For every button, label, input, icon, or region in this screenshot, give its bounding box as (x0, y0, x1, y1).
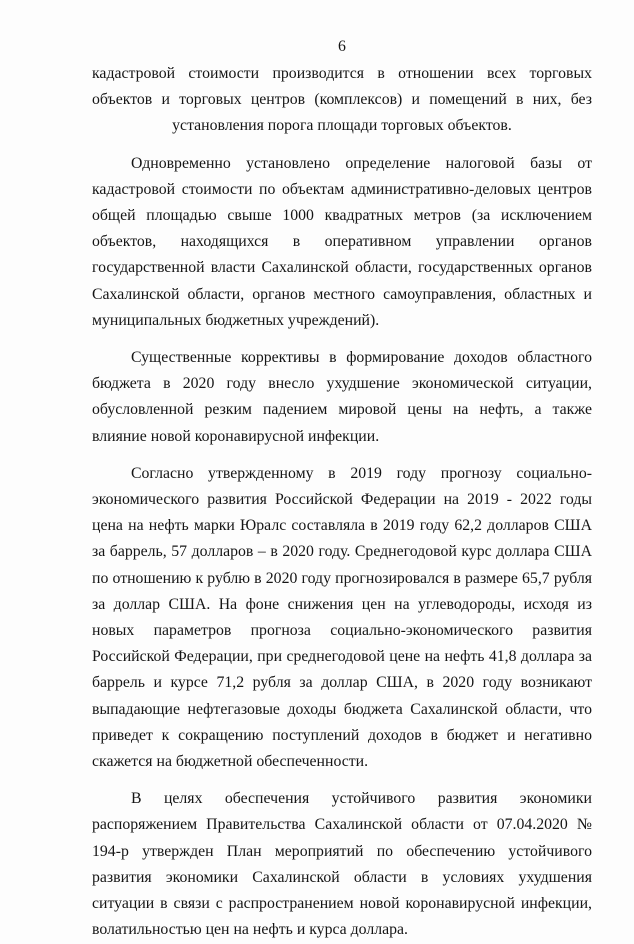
paragraph-oil-forecast: Согласно утвержденному в 2019 году прогнозу социально-экономического развития Российской Федерации на 2019 - 2022 годы цена на нефть марки Юралс составляла в 2019 году 62,2 долларов США за баррель, 57 долларов – в 2020 году. Среднегодовой курс доллара США по отношению к рублю в 2020 году прогнозировался в размере 65,7 рубля за доллар США. На фоне снижения цен на углеводороды, исходя из новых параметров прогноза социально-экономического развития Российской Федерации, при среднегодовой цене на нефть 41,8 доллара за баррель и курсе 71,2 рубля за доллар США, в 2020 году возникают выпадающие нефтегазовые доходы бюджета Сахалинской области, что приведет к сокращению поступлений доходов в бюджет и негативно скажется на бюджетной обеспеченности. (92, 464, 592, 771)
page-number: 6 (338, 38, 346, 55)
paragraph-tax-base: Одновременно установлено определение налоговой базы от кадастровой стоимости по объектам административно-деловых центров общей площадью свыше 1000 квадратных метров (за исключением объектов, находящихся в оперативном управлении органов государственной власти Сахалинской области, государственных органов Сахалинской области, органов местного самоуправления, областных и муниципальных бюджетных учреждений). (92, 154, 592, 329)
paragraph-continuation: кадастровой стоимости производится в отношении всех торговых объектов и торговых центров (комплексов) и помещений в них, без установления порога площади торговых объектов. (92, 65, 592, 135)
paragraph-action-plan: В целях обеспечения устойчивого развития экономики распоряжением Правительства Сахалинской области от 07.04.2020 № 194-р утвержден План мероприятий по обеспечению устойчивого развития экономики Сахалинской области в условиях ухудшения ситуации в связи с распространением новой коронавирусной инфекции, волатильностью цен на нефть и курса доллара. (92, 790, 592, 939)
paragraph-budget-adjustments: Существенные коррективы в формирование доходов областного бюджета в 2020 году внесло ухудшение экономической ситуации, обусловленной резким падением мировой цены на нефть, а также влияние новой коронавирусной инфекции. (92, 349, 592, 445)
document-body (92, 61, 592, 944)
